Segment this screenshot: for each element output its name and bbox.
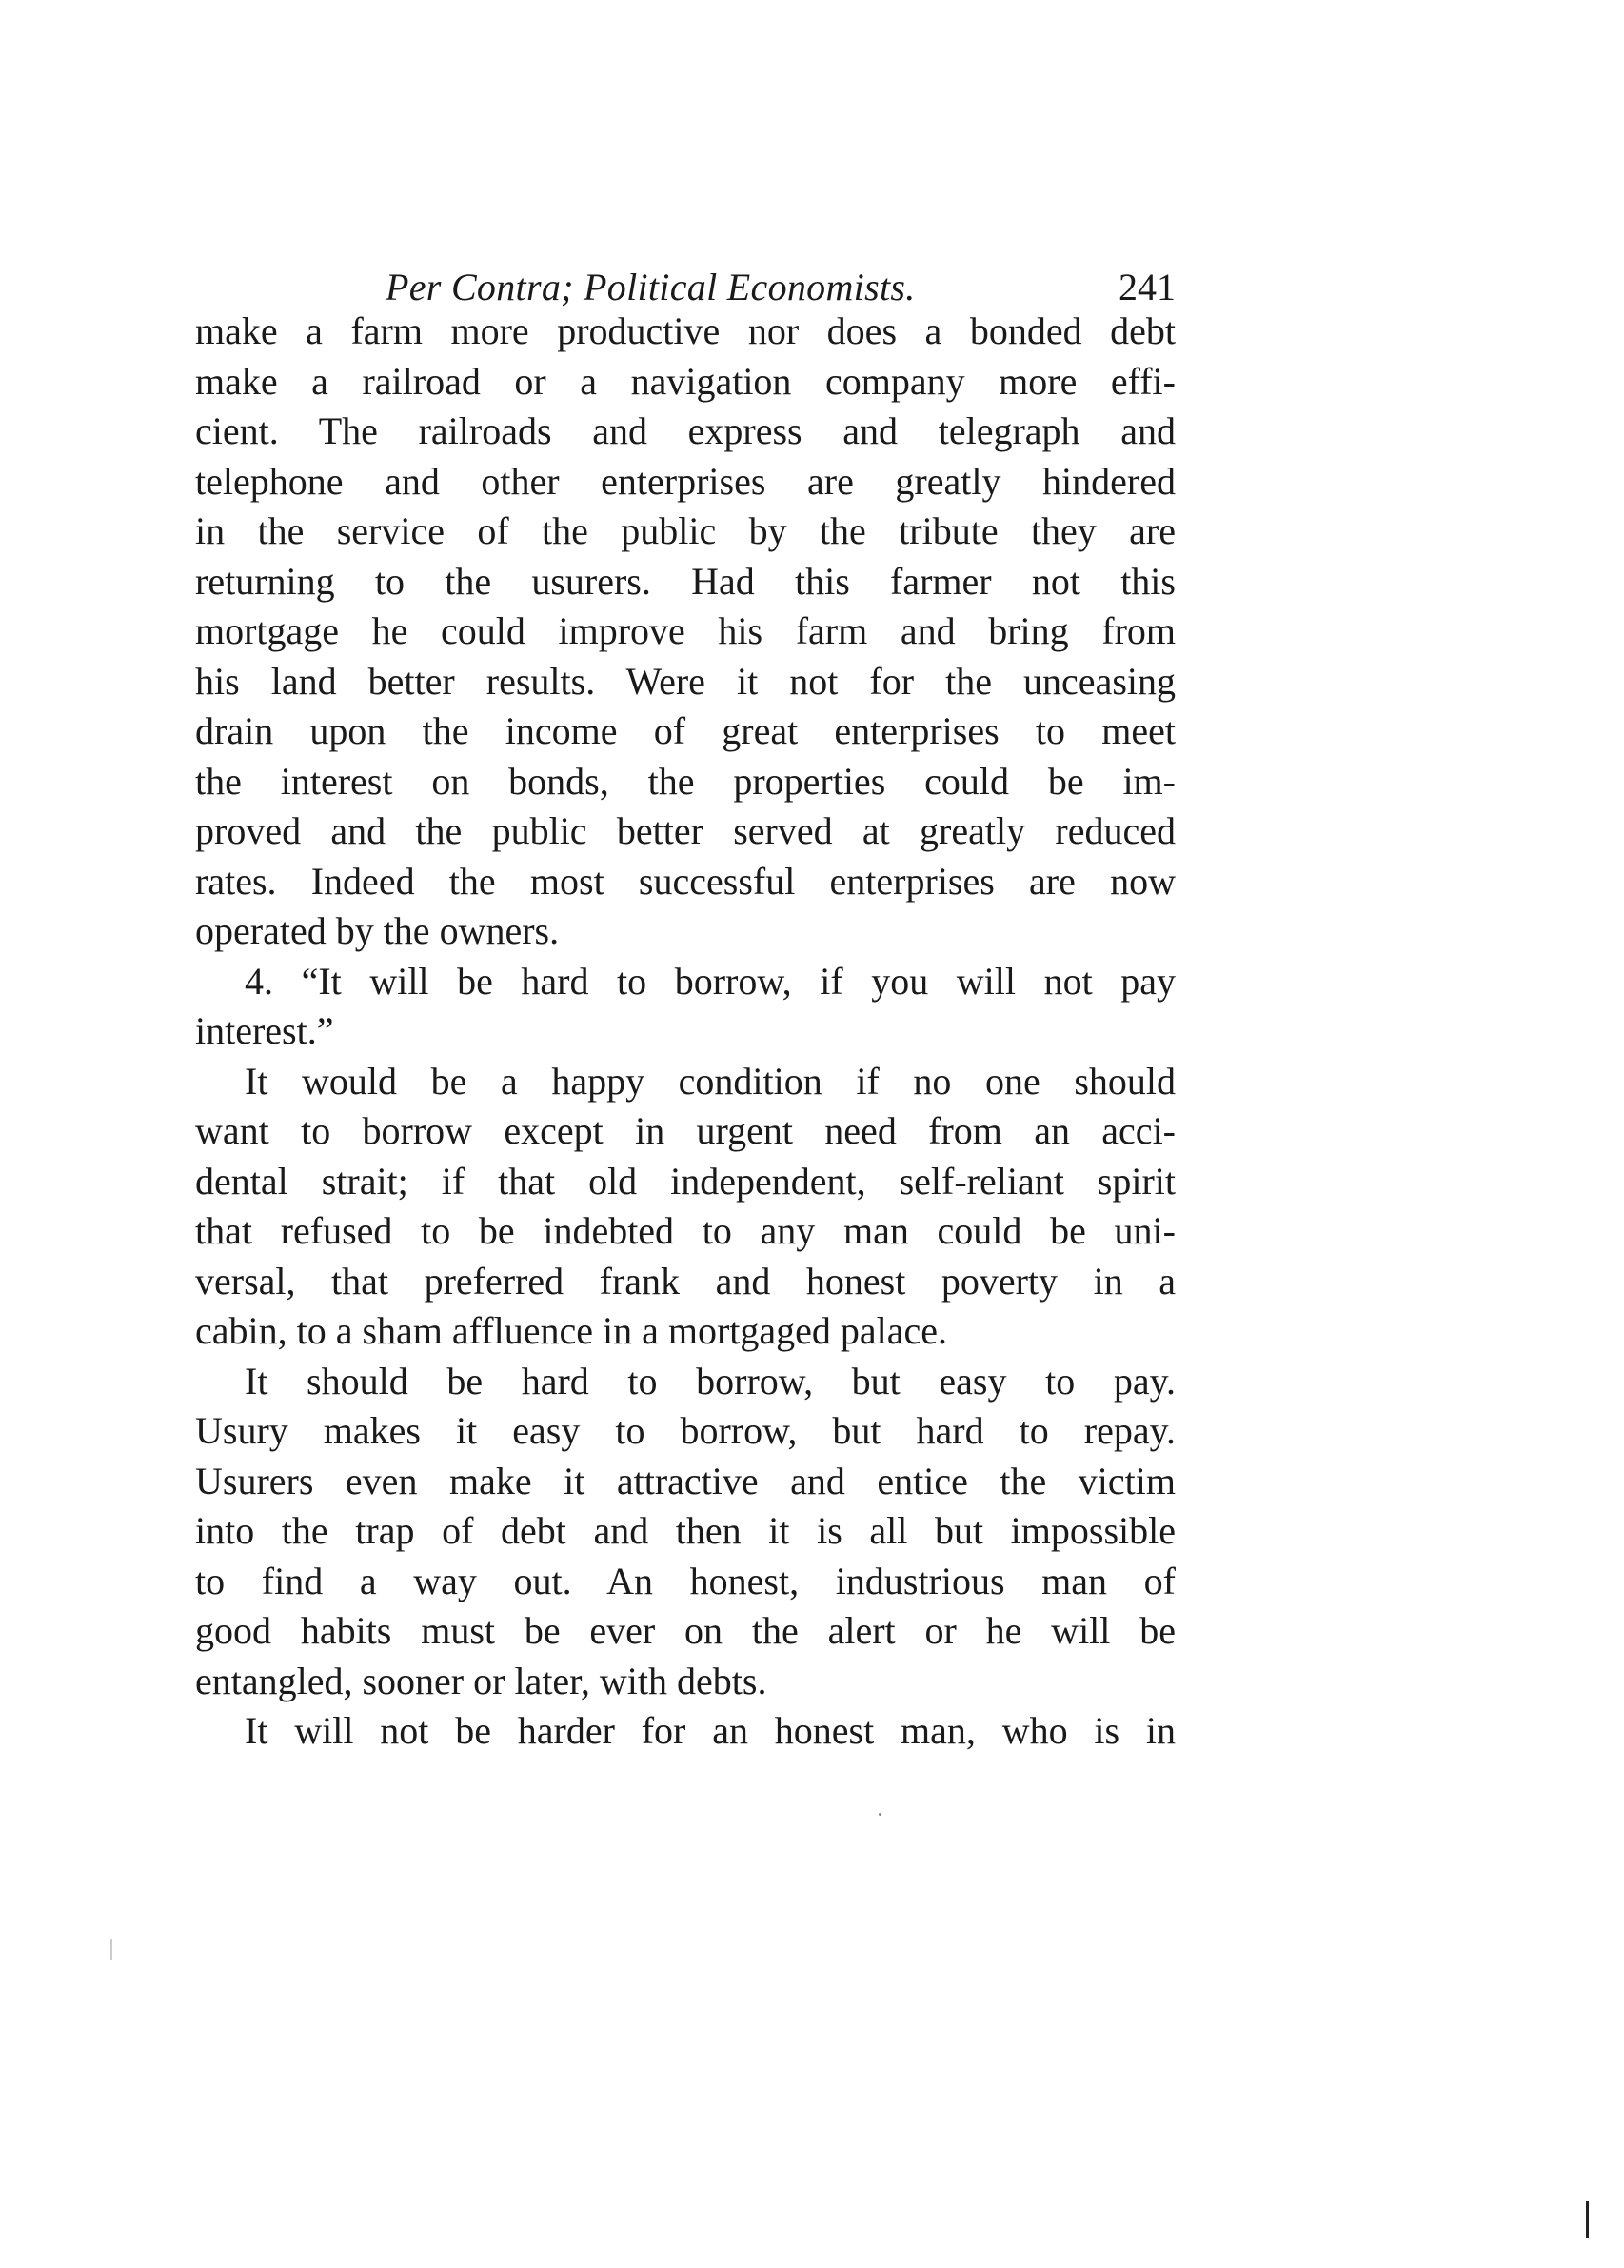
text-line: rates. Indeed the most successful enterprises are now	[195, 859, 1176, 903]
text-line: It would be a happy condition if no one should	[245, 1059, 1176, 1103]
text-line: make a railroad or a navigation company more effi-	[195, 359, 1176, 403]
scan-edge-mark	[1586, 2201, 1589, 2238]
text-line: to find a way out. An honest, industrious man of	[195, 1559, 1176, 1602]
text-line: It should be hard to borrow, but easy to pay.	[245, 1359, 1176, 1403]
text-line: make a farm more productive nor does a bonded debt	[195, 309, 1176, 352]
text-line: his land better results. Were it not for the unceasing	[195, 659, 1176, 703]
text-line: Usury makes it easy to borrow, but hard to repay.	[195, 1409, 1176, 1452]
text-line: It will not be harder for an honest man, who is in	[245, 1709, 1176, 1752]
text-line: 4. “It will be hard to borrow, if you will not pay	[245, 959, 1176, 1003]
scan-artifact	[110, 1939, 112, 1960]
text-line: Usurers even make it attractive and entice the victim	[195, 1459, 1176, 1502]
text-line: mortgage he could improve his farm and bring from	[195, 609, 1176, 652]
running-title: Per Contra; Political Economists.	[386, 266, 916, 308]
text-line: that refused to be indebted to any man could be uni-	[195, 1209, 1176, 1252]
text-line: interest.”	[195, 1009, 334, 1052]
text-line: entangled, sooner or later, with debts.	[195, 1659, 767, 1702]
page-number: 241	[1119, 266, 1176, 308]
body-text	[195, 307, 1176, 1757]
text-line: the interest on bonds, the properties could be im-	[195, 759, 1176, 803]
text-line: proved and the public better served at greatly reduced	[195, 809, 1176, 852]
text-line: operated by the owners.	[195, 909, 560, 952]
text-line: want to borrow except in urgent need from an acci-	[195, 1109, 1176, 1152]
text-line: versal, that preferred frank and honest poverty in a	[195, 1259, 1176, 1303]
text-line: in the service of the public by the tribute they are	[195, 509, 1176, 552]
text-line: drain upon the income of great enterprises to meet	[195, 709, 1176, 752]
text-line: into the trap of debt and then it is all but impossible	[195, 1509, 1176, 1552]
text-line: cabin, to a sham affluence in a mortgaged palace.	[195, 1309, 948, 1352]
text-line: dental strait; if that old independent, self-reliant spirit	[195, 1159, 1176, 1203]
text-line: good habits must be ever on the alert or he will be	[195, 1609, 1176, 1652]
text-line: cient. The railroads and express and telegraph and	[195, 409, 1176, 452]
text-line: returning to the usurers. Had this farmer not this	[195, 559, 1176, 603]
text-line: telephone and other enterprises are greatly hindered	[195, 459, 1176, 503]
print-speck	[879, 1813, 881, 1816]
